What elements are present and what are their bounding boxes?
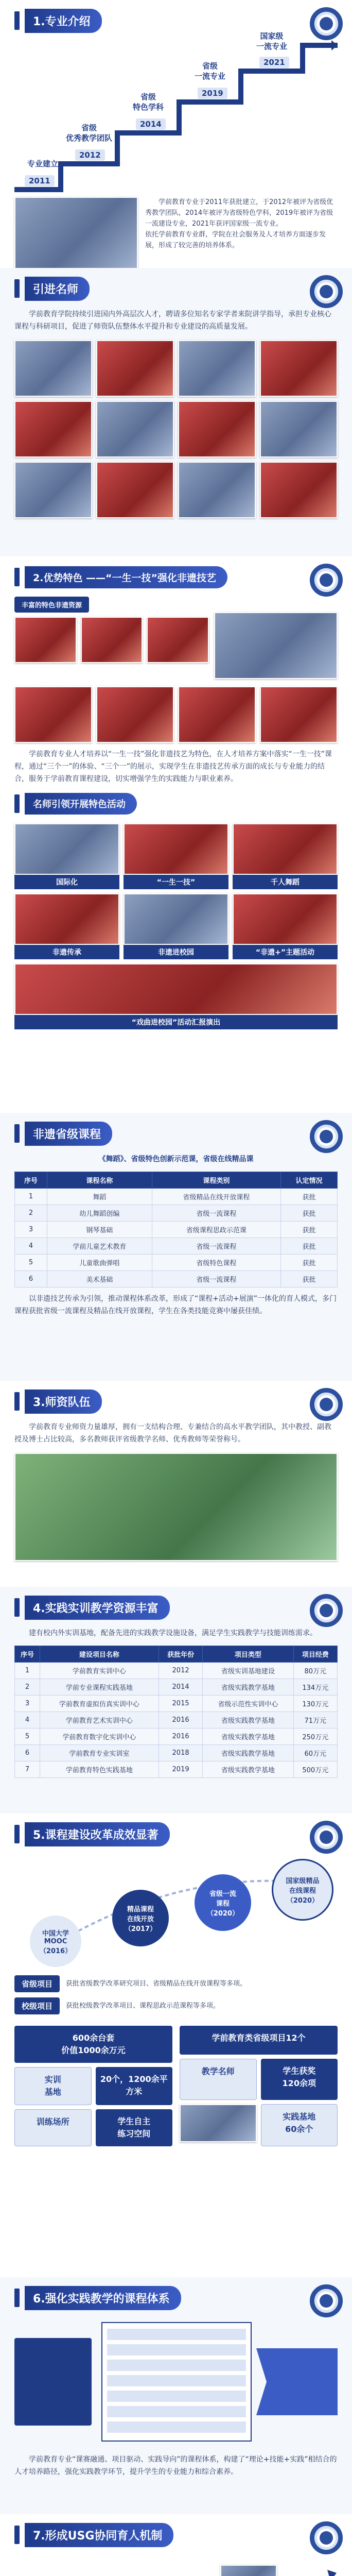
practice-photo — [180, 2104, 257, 2142]
section-title: 2.优势特色 ——“一生一技”强化非遗技艺 — [25, 566, 227, 588]
table-cell: 2016 — [159, 1728, 202, 1745]
section-training-resources — [0, 1587, 352, 1814]
heritage-courses-table: 序号 课程名称 课程类别 认定情况 1 舞蹈 省级精品在线开放课程 获批 2 幼儿舞蹈创编 省级一流课程 获批 3 钢琴基础 省级课程思政示范课 获批 4 学前儿童艺术教育 省级一流课程 获批 5 儿童歌曲弹唱 省级特色课程 获批 6 美术基础 省级一流课程 获批 — [14, 1172, 338, 1287]
timeline-staircase — [14, 40, 338, 195]
activity-caption: 非遗传承 — [14, 945, 119, 959]
heritage-courses-text2: 以非遗技艺传承为引领，推动课程体系改革，形成了“课程+活动+展演”一体化的育人模式，多门课程获批省级一流课程及精品在线开放课程，学生在各类技能竞赛中屡获佳绩。 — [14, 1295, 337, 1315]
school-logo-icon — [310, 2284, 343, 2317]
teacher-photo — [178, 401, 256, 457]
teacher-photo — [260, 401, 338, 457]
activity-caption: 千人舞蹈 — [233, 875, 338, 889]
table-row — [15, 1696, 338, 1712]
table-cell: 5 — [15, 1728, 40, 1745]
panel-label: 丰富的特色非遗资源 — [14, 597, 89, 613]
table-cell: 美术基础 — [47, 1271, 152, 1287]
famous-teacher-label: 教学名师 — [180, 2059, 257, 2100]
timeline-year-5: 2021 — [259, 57, 289, 68]
subsection-title: 名师引领开展特色活动 — [25, 793, 137, 815]
table-row — [15, 1745, 338, 1761]
campus-photo — [14, 197, 138, 274]
faculty-group-photo — [14, 1453, 338, 1561]
table-cell: 学前教育实训中心 — [40, 1663, 159, 1679]
table-cell: 学前儿童艺术教育 — [47, 1238, 152, 1255]
table-cell: 4 — [15, 1238, 47, 1255]
table-row — [15, 1761, 338, 1778]
section-title: 6.强化实践教学的课程体系 — [25, 2286, 181, 2310]
usg-timeline — [14, 2554, 338, 2576]
timeline-year-1: 2011 — [25, 175, 55, 187]
activity-photo — [124, 893, 228, 945]
section-title: 4.实践实训教学资源丰富 — [25, 1596, 170, 1620]
table-cell: 2019 — [159, 1761, 202, 1778]
table-cell: 1 — [15, 1663, 40, 1679]
table-cell: 获批 — [281, 1238, 338, 1255]
timeline-year-4: 2019 — [198, 88, 227, 99]
school-logo-icon — [310, 1821, 343, 1854]
activity-caption: “戏曲进校园”活动汇报演出 — [14, 1015, 338, 1029]
section-course-reform — [0, 1814, 352, 2277]
activity-photo — [14, 893, 119, 945]
activity-photo-wide — [14, 963, 338, 1015]
table-cell: 省级示范性实训中心 — [203, 1696, 293, 1712]
certificate-photo — [14, 617, 77, 663]
table-cell: 500万元 — [293, 1761, 337, 1778]
teacher-photo — [14, 462, 92, 518]
table-cell: 2 — [15, 1205, 47, 1222]
table-cell: 7 — [15, 1761, 40, 1778]
activity-caption: “非遗+”主题活动 — [233, 945, 338, 959]
timeline-label-4: 省级 一流专业 — [194, 61, 225, 81]
table-row — [15, 1255, 338, 1271]
training-base-label: 实训 基地 — [14, 2067, 92, 2105]
teacher-photo — [178, 462, 256, 518]
heritage-photo — [214, 612, 338, 679]
activity-photo — [124, 823, 228, 875]
table-cell: 71万元 — [293, 1712, 337, 1728]
award-photo — [96, 686, 174, 743]
school-logo-icon — [310, 2521, 343, 2554]
course-circle-3: 省级一流 课程 （2020） — [195, 1874, 251, 1931]
table-cell: 学前教育特色实践基地 — [40, 1761, 159, 1778]
table-cell: 省级一流课程 — [152, 1271, 280, 1287]
award-photo — [260, 686, 338, 743]
table-cell: 3 — [15, 1696, 40, 1712]
school-logo-icon — [310, 275, 343, 308]
school-logo-icon — [310, 7, 343, 40]
timeline-label-1: 专业建立 — [27, 159, 58, 168]
heritage-courses-text: 《舞蹈》、省级特色创新示范课，省级在线精品课 — [98, 1155, 254, 1163]
teacher-photo — [96, 401, 174, 457]
training-projects-table: 序号 建设项目名称 获批年份 项目类型 项目经费 1 学前教育实训中心 2012 省级实训基地建设 80万元 2 学前专业课程实践基地 2014 省级实践教学基地 134万元 3 学前教育虚拟仿真实训中心 2015 省级示范性实训中心 130万元 4 学前教育艺术实训中心 2016 省级实践教学基地 71万元 5 学前教育数字化实训中心 2016 省级实践教学基地 250万元 6 学前教育专业实训室 2018 省级实践教学基地 60万元 7 学前教育特色实践基地 2019 省级实践教学基地 500万元 — [14, 1646, 338, 1778]
teacher-photo — [96, 340, 174, 397]
table-cell: 获批 — [281, 1189, 338, 1205]
advantages-text: 学前教育专业人才培养以“一生一技”强化非遗技艺为特色，在人才培养方案中落实“一生一技”课程，通过“三个一”的体验、“三个一”的展示，实现学生在非遗技艺传承方面的成长与专业能力的结合，服务于学前教育课程建设，切实增强学生的实践能力与职业素养。 — [14, 750, 332, 783]
table-cell: 幼儿舞蹈创编 — [47, 1205, 152, 1222]
school-logo-icon — [310, 1388, 343, 1421]
section-usg — [0, 2514, 352, 2576]
curriculum-diagram — [14, 2317, 338, 2446]
timeline-year-2: 2012 — [75, 149, 105, 161]
table-cell: 省级实践教学基地 — [203, 1712, 293, 1728]
table-cell: 2016 — [159, 1712, 202, 1728]
award-photo — [178, 686, 256, 743]
section-advantages — [0, 556, 352, 1113]
table-cell: 获批 — [281, 1255, 338, 1271]
table-cell: 学前教育数字化实训中心 — [40, 1728, 159, 1745]
course-circle-1: 中国大学 MOOC （2016） — [30, 1916, 81, 1967]
activity-photo — [233, 823, 338, 875]
provincial-projects-text: 获批省级教学改革研究项目、省级精品在线开放课程等多项。 — [66, 1979, 247, 1988]
equipment-stat: 600余台套 价值1000余万元 — [14, 2026, 172, 2063]
section-famous-teachers — [0, 268, 352, 556]
table-cell: 省级实践教学基地 — [203, 1728, 293, 1745]
table-row — [15, 1189, 338, 1205]
table-cell: 6 — [15, 1271, 47, 1287]
table-row — [15, 1222, 338, 1238]
activity-photo — [233, 893, 338, 945]
table-cell: 获批 — [281, 1271, 338, 1287]
section-title: 引进名师 — [25, 277, 90, 301]
table-cell: 学前教育虚拟仿真实训中心 — [40, 1696, 159, 1712]
table-cell: 4 — [15, 1712, 40, 1728]
activity-caption: 国际化 — [14, 875, 119, 889]
table-cell: 134万元 — [293, 1679, 337, 1696]
course-circle-4: 国家级精品 在线课程 （2020） — [272, 1859, 333, 1921]
activity-caption: “一生一技” — [124, 875, 228, 889]
activity-caption: 非遗进校园 — [124, 945, 228, 959]
table-cell: 2015 — [159, 1696, 202, 1712]
table-row — [15, 1238, 338, 1255]
table-cell: 60万元 — [293, 1745, 337, 1761]
table-cell: 舞蹈 — [47, 1189, 152, 1205]
section-major-intro — [0, 0, 352, 268]
famous-teachers-text: 学前教育学院持续引进国内外高层次人才，聘请多位知名专家学者来院讲学指导，承担专业核心课程与科研项目，促进了师资队伍整体水平提升和专业建设的高质量发展。 — [14, 310, 331, 331]
school-logo-icon — [310, 1120, 343, 1153]
timeline-year-3: 2014 — [136, 118, 166, 130]
course-circle-2: 精品课程 在线开放 （2017） — [112, 1890, 169, 1946]
student-awards-stat: 学生获奖 120余项 — [261, 2059, 338, 2100]
table-cell: 3 — [15, 1222, 47, 1238]
table-cell: 省级一流课程 — [152, 1205, 280, 1222]
table-cell: 省级课程思政示范课 — [152, 1222, 280, 1238]
timeline-label-5: 国家级 一流专业 — [256, 31, 287, 51]
table-cell: 钢琴基础 — [47, 1222, 152, 1238]
table-row — [15, 1728, 338, 1745]
teacher-photo — [96, 462, 174, 518]
section-title: 3.师资队伍 — [25, 1389, 102, 1414]
table-cell: 5 — [15, 1255, 47, 1271]
table-row — [15, 1663, 338, 1679]
table-row — [15, 1712, 338, 1728]
section-title: 7.形成USG协同育人机制 — [25, 2523, 173, 2547]
provincial-items-stat: 学前教育类省级项目12个 — [180, 2026, 338, 2055]
usg-photo — [220, 2565, 277, 2576]
table-cell: 获批 — [281, 1222, 338, 1238]
table-cell: 2018 — [159, 1745, 202, 1761]
table-cell: 2 — [15, 1679, 40, 1696]
table-cell: 学前专业课程实践基地 — [40, 1679, 159, 1696]
practice-base-stat: 实践基地 60余个 — [261, 2104, 338, 2146]
section-faculty — [0, 1381, 352, 1587]
table-cell: 省级实训基地建设 — [203, 1663, 293, 1679]
training-base-stat: 20个，1200余平方米 — [96, 2067, 173, 2105]
table-cell: 学前教育艺术实训中心 — [40, 1712, 159, 1728]
table-cell: 省级特色课程 — [152, 1255, 280, 1271]
table-cell: 省级实践教学基地 — [203, 1761, 293, 1778]
certificate-photo — [147, 617, 209, 663]
table-cell: 130万元 — [293, 1696, 337, 1712]
teacher-photo — [260, 462, 338, 518]
table-cell: 省级精品在线开放课程 — [152, 1189, 280, 1205]
activity-photo — [14, 823, 119, 875]
school-projects-label: 校级项目 — [14, 1997, 60, 2014]
award-photo — [14, 686, 92, 743]
table-row — [15, 1271, 338, 1287]
table-cell: 6 — [15, 1745, 40, 1761]
section-heritage-courses — [0, 1113, 352, 1381]
certificate-photo — [81, 617, 143, 663]
school-logo-icon — [310, 564, 343, 597]
section-practical-curriculum — [0, 2277, 352, 2514]
table-row — [15, 1205, 338, 1222]
training-resources-text: 建有校内外实训基地，配备先进的实践教学设施设备，满足学生实践教学与技能训练需求。 — [29, 1629, 317, 1637]
major-intro-note: 学前教育专业于2011年获批建立，于2012年被评为省级优秀教学团队，2014年被评为省级特色学科，2019年被评为省级一流建设专业，2021年获评国家级一流专业。 依托学前教育专业群，学院在社会服务及人才培养方面逐步发展，形成了较完善的培养体系。 — [145, 198, 333, 249]
course-circles — [14, 1854, 338, 1972]
table-cell: 儿童歌曲弹唱 — [47, 1255, 152, 1271]
teacher-photo — [14, 401, 92, 457]
teacher-photo — [178, 340, 256, 397]
table-cell: 获批 — [281, 1205, 338, 1222]
school-logo-icon — [310, 1594, 343, 1627]
timeline-label-3: 省级 特色学科 — [132, 92, 164, 112]
table-cell: 省级一流课程 — [152, 1238, 280, 1255]
table-cell: 2012 — [159, 1663, 202, 1679]
teacher-photo — [14, 340, 92, 397]
training-space-label: 训练场所 — [14, 2109, 92, 2146]
section-title: 1.专业介绍 — [25, 9, 102, 33]
curriculum-text: 学前教育专业“课赛融通、项目驱动、实践导向”的课程体系，构建了“理论+技能+实践”相结合的人才培养路径，强化实践教学环节，提升学生的专业能力和综合素养。 — [14, 2455, 337, 2476]
timeline — [14, 31, 338, 195]
timeline-label-2: 省级 优秀教学团队 — [65, 123, 112, 143]
teacher-photo — [260, 340, 338, 397]
school-projects-text: 获批校级教学改革项目、课程思政示范课程等多项。 — [66, 2002, 220, 2010]
table-cell: 省级实践教学基地 — [203, 1679, 293, 1696]
self-practice-stat: 学生自主 练习空间 — [96, 2109, 173, 2146]
section-title: 5.课程建设改革成效显著 — [25, 1822, 170, 1846]
table-cell: 学前教育专业实训室 — [40, 1745, 159, 1761]
table-cell: 1 — [15, 1189, 47, 1205]
table-row — [15, 1679, 338, 1696]
table-cell: 2014 — [159, 1679, 202, 1696]
table-cell: 省级实践教学基地 — [203, 1745, 293, 1761]
section-title: 非遗省级课程 — [25, 1122, 112, 1146]
table-cell: 250万元 — [293, 1728, 337, 1745]
provincial-projects-label: 省级项目 — [14, 1975, 60, 1992]
table-cell: 80万元 — [293, 1663, 337, 1679]
faculty-text: 学前教育专业师资力量雄厚，拥有一支结构合理、专兼结合的高水平教学团队，其中教授、副教授及博士占比较高，多名教师获评省级教学名师、优秀教师等荣誉称号。 — [14, 1423, 331, 1444]
